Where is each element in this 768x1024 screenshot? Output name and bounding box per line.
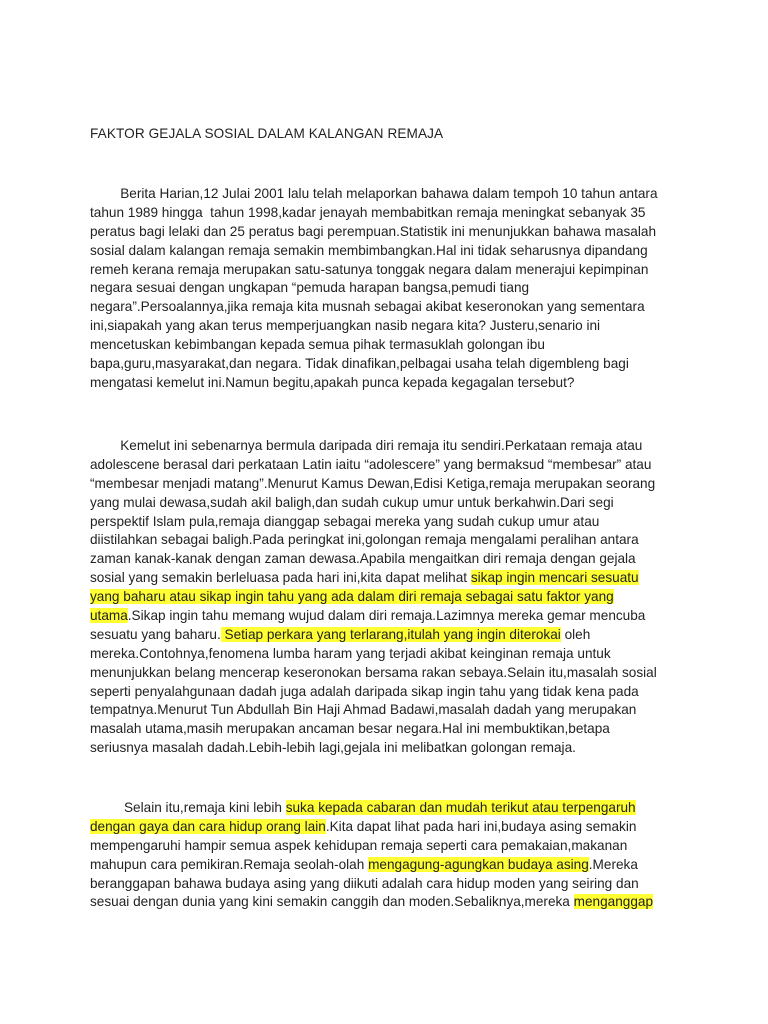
text-line [90, 645, 690, 664]
text-line [90, 818, 690, 837]
text-run: bapa,guru,masyarakat,dan negara. Tidak dinafikan,pelbagai usaha telah digembleng bagi [90, 356, 629, 372]
text-line [90, 739, 690, 758]
text-line [90, 799, 690, 818]
text-run: yang mulai dewasa,sudah akil baligh,dan sudah cukup umur untuk berkahwin.Dari segi [90, 494, 614, 510]
text-run: zaman kanak-kanak dengan zaman dewasa.Apabila mengaitkan diri remaja dengan gejala [90, 551, 636, 567]
text-line [90, 261, 690, 280]
text-run: perspektif Islam pula,remaja dianggap sebagai mereka yang sudah cukup umur atau [90, 513, 600, 529]
text-run: tahun 1989 hingga tahun 1998,kadar jenayah membabitkan remaja meningkat sebanyak 35 [90, 204, 646, 220]
text-run: diistilahkan sebagai baligh.Pada peringkat ini,golongan remaja mengalami peralihan antara [90, 532, 639, 548]
paragraph-1 [90, 185, 690, 393]
text-run: sesuai dengan dunia yang kini semakin canggih dan moden.Sebaliknya,mereka [90, 894, 574, 910]
text-line [90, 374, 690, 393]
text-line [90, 242, 690, 261]
text-run: Selain itu,remaja kini lebih [90, 800, 286, 815]
text-line [90, 856, 690, 875]
text-line [90, 531, 690, 550]
text-run: Berita Harian,12 Julai 2001 lalu telah melaporkan bahawa dalam tempoh 10 tahun antara [90, 186, 658, 201]
highlighted-text: suka kepada cabaran dan mudah terikut atau terpengaruh [285, 800, 636, 815]
text-line [90, 223, 690, 242]
highlighted-text: Setiap perkara yang terlarang,itulah yang ingin diterokai [220, 626, 561, 642]
text-line [90, 437, 690, 456]
text-run: mencetuskan kebimbangan kepada semua pihak termasuklah golongan ibu [90, 337, 545, 353]
text-run: remeh kerana remaja merupakan satu-satunya tonggak negara dalam menerajui kepimpinan [90, 261, 649, 277]
text-line [90, 720, 690, 739]
text-line [90, 588, 690, 607]
highlighted-text: dengan gaya dan cara hidup orang lain [90, 818, 326, 834]
text-run: .Sikap ingin tahu memang wujud dalam diri remaja.Lazimnya mereka gemar mencuba [127, 608, 646, 624]
text-run: masalah utama,masih merupakan ancaman besar negara.Hal ini membuktikan,betapa [90, 721, 610, 737]
text-line [90, 279, 690, 298]
text-run: ini,siapakah yang akan terus memperjuangkan nasib negara kita? Justeru,senario ini [90, 318, 601, 334]
text-line [90, 607, 690, 626]
text-line [90, 569, 690, 588]
text-line [90, 875, 690, 894]
text-run: oleh [560, 626, 591, 642]
text-run: menunjukkan belang mencerap keseronokan bersama rakan sebaya.Selain itu,masalah sosial [90, 664, 657, 680]
text-line [90, 626, 690, 645]
text-line [90, 550, 690, 569]
text-line [90, 701, 690, 720]
text-run: “membesar menjadi matang”.Menurut Kamus Dewan,Edisi Ketiga,remaja merupakan seorang [90, 475, 656, 491]
text-run: tempatnya.Menurut Tun Abdullah Bin Haji Ahmad Badawi,masalah dadah yang merupakan [90, 702, 637, 718]
text-line [90, 204, 690, 223]
text-line [90, 317, 690, 336]
text-run: seperti penyalahgunaan dadah juga adalah daripada sikap ingin tahu yang tidak kena pada [90, 683, 639, 699]
text-run: Kemelut ini sebenarnya bermula daripada diri remaja itu sendiri.Perkataan remaja atau [90, 438, 643, 453]
text-line [90, 475, 690, 494]
highlighted-text: menganggap [573, 894, 654, 910]
highlighted-text: sikap ingin mencari sesuatu [470, 570, 639, 586]
text-line [90, 664, 690, 683]
text-line [90, 355, 690, 374]
text-run: sosial dalam kalangan remaja semakin membimbangkan.Hal ini tidak seharusnya dipandang [90, 242, 648, 258]
text-run: peratus bagi lelaki dan 25 peratus bagi perempuan.Statistik ini menunjukkan bahawa masalah [90, 223, 657, 239]
text-run: mahupun cara pemikiran.Remaja seolah-olah [90, 856, 369, 872]
text-line [90, 456, 690, 475]
document-title: FAKTOR GEJALA SOSIAL DALAM KALANGAN REMAJA [90, 126, 444, 141]
highlighted-text: mengagung-agungkan budaya asing [368, 856, 589, 872]
paragraph-2 [90, 437, 690, 758]
text-run: mengatasi kemelut ini.Namun begitu,apakah punca kepada kegagalan tersebut? [90, 374, 575, 390]
text-line [90, 494, 690, 513]
text-run: sosial yang semakin berleluasa pada hari ini,kita dapat melihat [90, 570, 471, 586]
text-line [90, 893, 690, 912]
text-line [90, 837, 690, 856]
text-line [90, 336, 690, 355]
text-run: sesuatu yang baharu. [90, 626, 221, 642]
text-run: .Mereka [588, 856, 638, 872]
text-line [90, 513, 690, 532]
text-line [90, 683, 690, 702]
text-run: mereka.Contohnya,fenomena lumba haram yang terjadi akibat keinginan remaja untuk [90, 645, 611, 661]
text-run: negara”.Persoalannya,jika remaja kita musnah sebagai akibat keseronokan yang sementara [90, 299, 645, 315]
highlighted-text: yang baharu atau sikap ingin tahu yang ada dalam diri remaja sebagai satu faktor yang [90, 589, 614, 605]
highlighted-text: utama [90, 608, 128, 624]
text-run: mempengaruhi hampir semua aspek kehidupan remaja seperti cara pemakaian,makanan [90, 837, 628, 853]
text-run: beranggapan bahawa budaya asing yang diikuti adalah cara hidup moden yang seiring dan [90, 875, 639, 891]
text-line [90, 185, 690, 204]
text-run: adolescene berasal dari perkataan Latin iaitu “adolescere” yang bermaksud “membesar” atau [90, 456, 652, 472]
paragraph-3 [90, 799, 690, 912]
text-run: .Kita dapat lihat pada hari ini,budaya asing semakin [325, 818, 637, 834]
text-line [90, 298, 690, 317]
text-run: negara sesuai dengan ungkapan “pemuda harapan bangsa,pemudi tiang [90, 280, 530, 296]
text-run: seriusnya masalah dadah.Lebih-lebih lagi,gejala ini melibatkan golongan remaja. [90, 740, 576, 756]
